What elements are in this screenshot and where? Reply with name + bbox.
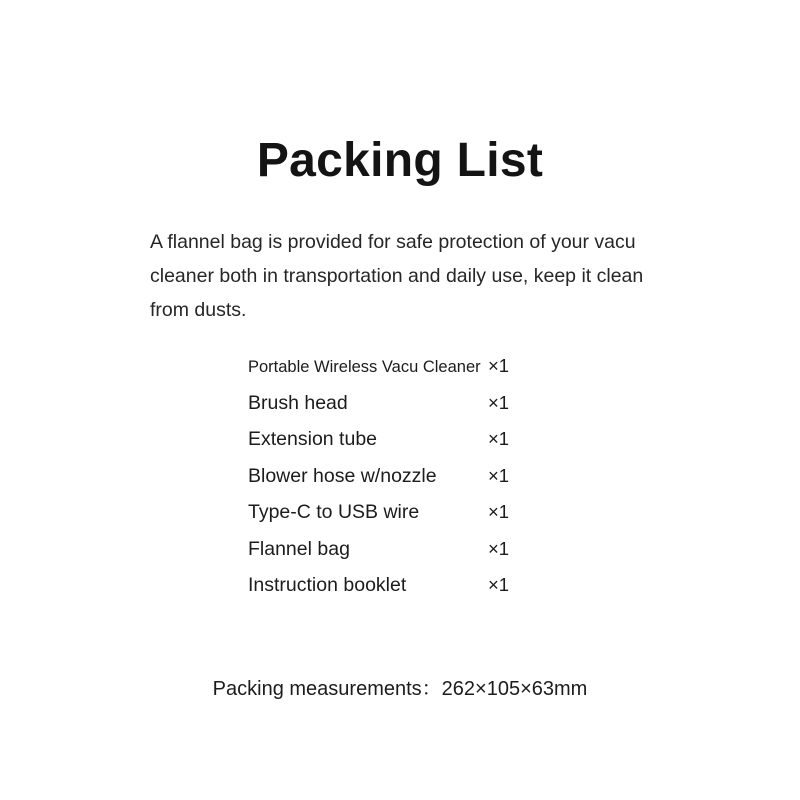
item-label: Blower hose w/nozzle bbox=[248, 464, 437, 487]
item-quantity: ×1 bbox=[488, 574, 510, 595]
list-item bbox=[248, 428, 548, 465]
list-item bbox=[248, 465, 548, 502]
page-title: Packing List bbox=[256, 134, 544, 187]
item-quantity: ×1 bbox=[488, 355, 510, 376]
item-label: Extension tube bbox=[248, 428, 378, 450]
item-label: Brush head bbox=[248, 391, 348, 414]
item-label: Type-C to USB wire bbox=[248, 501, 420, 523]
item-quantity: ×1 bbox=[488, 537, 510, 559]
intro-paragraph: A flannel bag is provided for safe protection of your vacu cleaner both in transportation and daily use, keep it clean from dusts. bbox=[150, 231, 644, 321]
list-item bbox=[248, 501, 548, 538]
item-label: Instruction booklet bbox=[248, 574, 407, 596]
list-item bbox=[248, 538, 548, 575]
item-quantity: ×1 bbox=[488, 464, 510, 486]
item-quantity: ×1 bbox=[488, 391, 510, 413]
item-label: Portable Wireless Vacu Cleaner bbox=[248, 358, 481, 376]
packing-items-list bbox=[248, 355, 548, 611]
list-item bbox=[248, 355, 548, 392]
list-item bbox=[248, 392, 548, 429]
item-quantity: ×1 bbox=[488, 501, 510, 522]
packing-measurements: Packing measurements：262×105×63mm bbox=[212, 678, 588, 700]
item-quantity: ×1 bbox=[488, 428, 510, 449]
item-label: Flannel bag bbox=[248, 537, 350, 560]
list-item bbox=[248, 574, 548, 611]
